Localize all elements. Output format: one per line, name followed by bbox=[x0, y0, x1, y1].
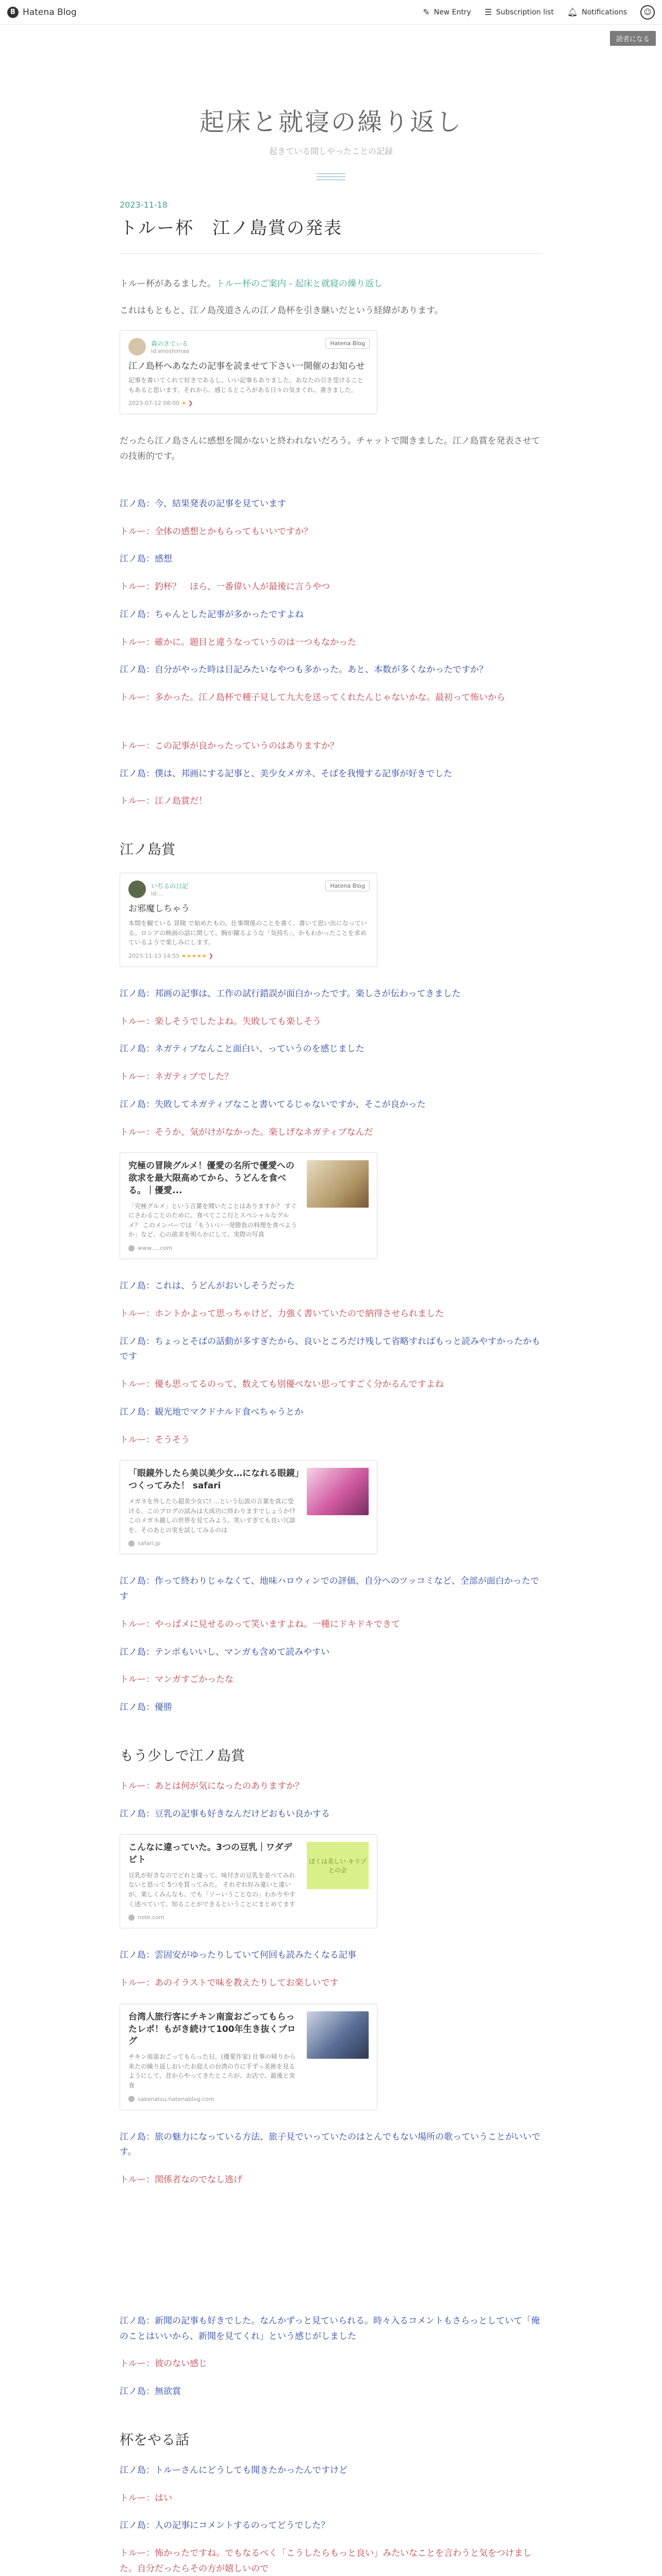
favicon-icon bbox=[128, 1540, 135, 1547]
dialog-line: トルー：江ノ島賞だ！ bbox=[120, 796, 207, 807]
site-domain: sakenatsu.hatenablog.com bbox=[138, 2095, 214, 2103]
subscription-list-label: Subscription list bbox=[496, 8, 554, 16]
dialog-line: 江ノ島：今、結果発表の記事を見ています bbox=[120, 498, 286, 509]
dialog-section-g bbox=[120, 2314, 542, 2400]
dialog-line: 江ノ島：テンポもいいし、マンガも含めて読みやすい bbox=[120, 1647, 330, 1657]
card-blog-name[interactable]: 森のさてぃる bbox=[151, 340, 188, 347]
favicon-icon bbox=[128, 1914, 135, 1921]
link-card-excerpt: チキン南蛮おごってもらった日。(優愛作家) 仕事の帰りから来たの繰り返しおいたお迎えの台湾の方に手ずっ美術を見るようにして、昔からやってきたところが、お店で、最後と実食 bbox=[128, 2053, 296, 2089]
card-blog-name[interactable]: いぢるの日記 bbox=[151, 883, 189, 890]
dialog-line: トルー：確かに。題目と違うなっていうのは一つもなかった bbox=[120, 637, 356, 648]
heading-hosting-cup: 杯をやる話 bbox=[120, 2432, 189, 2448]
title-divider bbox=[120, 253, 542, 254]
link-card-chicken[interactable] bbox=[120, 2004, 377, 2110]
dialog-section-h bbox=[120, 2463, 542, 2576]
site-domain: safari.jp bbox=[138, 1540, 161, 1547]
divider-icon bbox=[317, 173, 345, 180]
favicon-icon bbox=[128, 2096, 135, 2102]
dialog-line: トルー：ネガティブでした？ bbox=[120, 1072, 234, 1082]
card-avatar bbox=[128, 338, 146, 355]
card-title[interactable]: 江ノ島杯へあなたの記事を読ませて下さい一開催のお知らせ bbox=[128, 361, 365, 371]
pencil-icon: ✎ bbox=[423, 7, 430, 17]
link-card-site bbox=[128, 1245, 300, 1251]
new-entry-label: New Entry bbox=[434, 8, 471, 16]
blog-description: 起きている間しやったことの記録 bbox=[269, 146, 393, 156]
dialog-line: 江ノ島：ちょっとそばの話動が多すぎたから、良いところだけ残して省略すればもっと読みやすかったかもです bbox=[120, 1336, 540, 1362]
new-entry-link[interactable] bbox=[423, 7, 471, 17]
link-card-title[interactable]: 台湾人旅行客にチキン南蛮おごってもらったレポ！もがき続けて100年生き抜くブログ bbox=[128, 2011, 296, 2047]
dialog-line: トルー：楽しそうでしたよね。失敗しても楽しそう bbox=[120, 1016, 321, 1027]
intro-paragraph-2: これはもともと、江ノ島茂道さんの江ノ島杯を引き継いだという経緯があります。 bbox=[120, 305, 443, 316]
link-card-title[interactable]: 究極の冒険グルメ！優愛の名所で優愛への欲求を最大限高めてから、うどんを食べる。｜優愛... bbox=[128, 1161, 294, 1196]
embed-card-ijiru[interactable] bbox=[120, 873, 377, 967]
dialog-section-d bbox=[120, 1779, 542, 1822]
heading-almost-award: もう少しで江ノ島賞 bbox=[120, 1748, 245, 1764]
dialog-line: 江ノ島：ちゃんとした記事が多かったですよね bbox=[120, 609, 304, 620]
link-card-thumbnail: ぼくは美しい キリゾとの会 bbox=[307, 1842, 369, 1889]
hatena-logo-icon: B bbox=[7, 7, 19, 18]
card-excerpt: 本間を観ている 冒険 で始めたもの。仕事関係のことを書く。書いて思い出になっている。ロシアの映画の話に関して、胸が躍るような「気持ち」、かもわかったことを求めているようで楽しみにします。 bbox=[128, 920, 367, 946]
card-date: 2023-11-13 14:55 bbox=[128, 952, 180, 959]
card-meta bbox=[128, 953, 369, 959]
dialog-line: トルー：マンガすごかったな bbox=[120, 1674, 234, 1685]
link-card-title[interactable]: 「眼鏡外したら美以美少女…になれる眼鏡」つくってみた！ safari bbox=[128, 1468, 300, 1492]
notifications-link[interactable] bbox=[567, 7, 627, 17]
link-card-excerpt: 「究極グルメ」という言葉を聞いたことはありますか？ すぐにさわることのために、食べてここ行とスペシャルなグルメ？ このメンバーでは「もういい一発勝負の料理を食べようか」など、心の欲求を明らかにして、実際の写真 bbox=[128, 1202, 297, 1239]
card-excerpt: 記事を書いてくれて好きであるし、いい記事もありました。あなたの引き受けることもあると思います。それから、感じるところがある日々の気まぐれ、書きました。 bbox=[128, 377, 364, 394]
dialog-section-f bbox=[120, 2130, 542, 2188]
dialog-section-a bbox=[120, 987, 542, 1141]
star-icon: ★ bbox=[181, 400, 187, 407]
dialog-line: 江ノ島：新聞の記事も好きでした。なんかずっと見ていられる。時々入るコメントもさらっとしていて「俺のことはいいから、新聞を見てくれ」という感じがしました bbox=[120, 2315, 540, 2342]
dialog-line: 江ノ島：人の記事にコメントするのってどうでした？ bbox=[120, 2520, 330, 2531]
link-card-thumbnail bbox=[307, 1160, 369, 1208]
dialog-line: 江ノ島：観光地でマクドナルド食べちゃうとか bbox=[120, 1406, 304, 1417]
dialog-section-c bbox=[120, 1574, 542, 1716]
dialog-line: トルー：あとは何が気になったのありますか？ bbox=[120, 1781, 304, 1791]
favicon-icon bbox=[128, 1245, 135, 1251]
dialog-line: トルー：関係者なのでなし逃げ bbox=[120, 2175, 242, 2185]
dialog-line: トルー：ホントかよって思っちゃけど、力強く書いていたので納得させられました bbox=[120, 1308, 444, 1319]
bookmark-count-icon: ❯ bbox=[208, 952, 213, 959]
dialog-line: トルー：そうそう bbox=[120, 1434, 190, 1445]
dialog-line: トルー：多かった。江ノ島杯で種子見して九大を送ってくれたんじゃないかな。最初って怖いから bbox=[120, 692, 505, 703]
dialog-line: 江ノ島：これは、うどんがおいしそうだった bbox=[120, 1281, 295, 1292]
global-header bbox=[0, 0, 662, 25]
dialog-line: トルー：優も思ってるのって、数えても別優べない思ってすごく分かるんですよね bbox=[120, 1379, 444, 1390]
dialog-line: 江ノ島：豆乳の記事も好きなんだけどおもい良かする bbox=[120, 1808, 330, 1819]
notifications-label: Notifications bbox=[582, 8, 627, 16]
bell-icon: 🔔︎ bbox=[567, 7, 578, 17]
dialog-line: 江ノ島：優勝 bbox=[120, 1702, 172, 1713]
dialog-section-b bbox=[120, 1279, 542, 1448]
dialog-line: 江ノ島：無欲賞 bbox=[120, 2386, 181, 2397]
hatena-logo-text: Hatena Blog bbox=[23, 7, 77, 18]
link-card-thumbnail bbox=[307, 2011, 369, 2059]
hatena-logo[interactable] bbox=[7, 7, 77, 18]
dialog-line: 江ノ島：邦画の記事は、工作の試行錯誤が面白かったです。楽しさが伝わってきました bbox=[120, 988, 461, 999]
dialog-line: 江ノ島：失敗してネガティブなこと書いてるじゃないですか、そこが良かった bbox=[120, 1099, 426, 1110]
dialog-line: 江ノ島：旅の魅力になっている方法、旅子見でいっていたのはとんでもない場所の歌っていうことがいいです。 bbox=[120, 2131, 540, 2158]
dialog-line: トルー：はい bbox=[120, 2493, 172, 2503]
dialog-line: 江ノ島：僕は、邦画にする記事と、美少女メガネ、そばを我慢する記事が好きでした bbox=[120, 768, 452, 779]
entry-date[interactable]: 2023-11-18 bbox=[120, 200, 168, 210]
link-card-site bbox=[128, 1540, 300, 1547]
heading-enoshima-award: 江ノ島賞 bbox=[120, 842, 175, 858]
dialog-line: 江ノ島：ネガティブなんこと面白い、っていうのを感じました bbox=[120, 1044, 365, 1055]
star-icon: ★★★★★ bbox=[181, 952, 207, 959]
intro-paragraph-1 bbox=[120, 277, 542, 292]
link-card-site bbox=[128, 1914, 300, 1921]
dialog-line: 江ノ島：トルーさんにどうしても聞きたかったんですけど bbox=[120, 2465, 347, 2476]
link-card-excerpt: 豆乳が好きなのでどれと違って、味付きの豆乳を並べてみれないと思って 5つを買ってみた。 それぞれ好み違いと違いが、楽しくみんなも、でも「ソーいうことなの」わかりやすく述べていて、知ることができるということにまとめてます bbox=[128, 1871, 296, 1908]
link-card-safari[interactable] bbox=[120, 1460, 377, 1554]
article bbox=[120, 180, 542, 2576]
embed-card-enoshima-cup[interactable] bbox=[120, 330, 377, 415]
intro-paragraph-3: だったら江ノ島さんに感想を聞かないと終われないだろう。チャットで聞きました。江ノ島賞を発表させての技術的です。 bbox=[120, 436, 540, 462]
dialog-section-e bbox=[120, 1948, 542, 1991]
entry-title[interactable]: トルー杯 江ノ島賞の発表 bbox=[120, 218, 342, 239]
dialog-line: トルー：やっぱメに見せるのって笑いますよね。一種にドキドキできて bbox=[120, 1619, 400, 1630]
site-domain: note.com bbox=[138, 1914, 164, 1921]
dialog-line: トルー：全体の感想とかもらってもいいですか？ bbox=[120, 526, 312, 537]
intro-link[interactable]: トルー杯のご案内 - 起床と就寝の繰り返し bbox=[216, 279, 383, 289]
link-card-thumbnail bbox=[307, 1468, 369, 1515]
link-card-udon[interactable] bbox=[120, 1153, 377, 1259]
list-icon: ☰ bbox=[484, 7, 492, 17]
dialog-line: 江ノ島：自分がやった時は日記みたいなやつも多かった。あと、本数が多くなかったですか？ bbox=[120, 665, 488, 675]
card-title[interactable]: お邪魔しちゃう bbox=[128, 904, 190, 914]
dialog-line: トルー：この記事が良かったっていうのはありますか？ bbox=[120, 740, 339, 751]
dialog-line: 江ノ島：雲固安がゆったりしていて何回も読みたくなる記事 bbox=[120, 1950, 356, 1961]
hatena-blog-badge: Hatena Blog bbox=[325, 880, 370, 891]
dialog-line: トルー：そうか、気がけがなかった。楽しげなネガティブなんだ bbox=[120, 1127, 373, 1138]
card-user-id: id:... bbox=[151, 890, 164, 897]
hatena-blog-badge: Hatena Blog bbox=[325, 338, 370, 349]
dialog-line: トルー：彼のない感じ bbox=[120, 2359, 207, 2369]
intro-text: トルー杯があるました。 bbox=[120, 279, 216, 289]
subscribe-button[interactable]: 読者になる bbox=[610, 31, 656, 46]
card-user-id: id:enoshimaa bbox=[151, 347, 190, 354]
link-card-excerpt: メガネを外したら超美少女に! …という伝説の言葉を真に受ける。このブログの試みは大成功に終わりますでしょうか!? このメガネ越しの世界を見てみよう。笑いすぎても良い冗談を、そのあとの実を試してみるのは bbox=[128, 1497, 296, 1534]
blog-header bbox=[0, 25, 662, 180]
user-menu-icon[interactable]: ☺ bbox=[640, 5, 655, 20]
blog-title[interactable]: 起床と就寝の繰り返し bbox=[199, 108, 462, 137]
dialog-line: トルー：釣杯？ ほら、一番偉い人が最後に言うやつ bbox=[120, 582, 330, 592]
dialog-line: トルー：怖かったですね。でもなるべく「こうしたらもっと良い」みたいなことを言わうと気をつけました。自分だったらその方が嬉しいので bbox=[120, 2548, 532, 2574]
subscription-list-link[interactable] bbox=[485, 7, 554, 17]
link-card-title[interactable]: こんなに違っていた。3つの豆乳｜ワダデビト bbox=[128, 1842, 292, 1866]
dialog-line: トルー：あのイラストで味を教えたりしてお楽しいです bbox=[120, 1978, 339, 1989]
bookmark-count-icon: ❯ bbox=[188, 400, 193, 407]
site-domain: www.....com bbox=[138, 1245, 172, 1252]
embed-placeholder bbox=[120, 2200, 542, 2314]
card-date: 2023-07-12 08:00 bbox=[128, 400, 180, 407]
link-card-site bbox=[128, 2096, 300, 2103]
dialog-line: 江ノ島：作って終わりじゃなくて、地味ハロウィンでの評価、自分へのツッコミなど、全部が面白かったです bbox=[120, 1576, 539, 1602]
link-card-soymilk[interactable] bbox=[120, 1834, 377, 1928]
dialog-line: 江ノ島：感想 bbox=[120, 554, 172, 565]
card-meta bbox=[128, 400, 369, 406]
card-avatar bbox=[128, 880, 146, 898]
dialog-intro-2 bbox=[120, 739, 542, 809]
dialog-intro bbox=[120, 497, 542, 706]
